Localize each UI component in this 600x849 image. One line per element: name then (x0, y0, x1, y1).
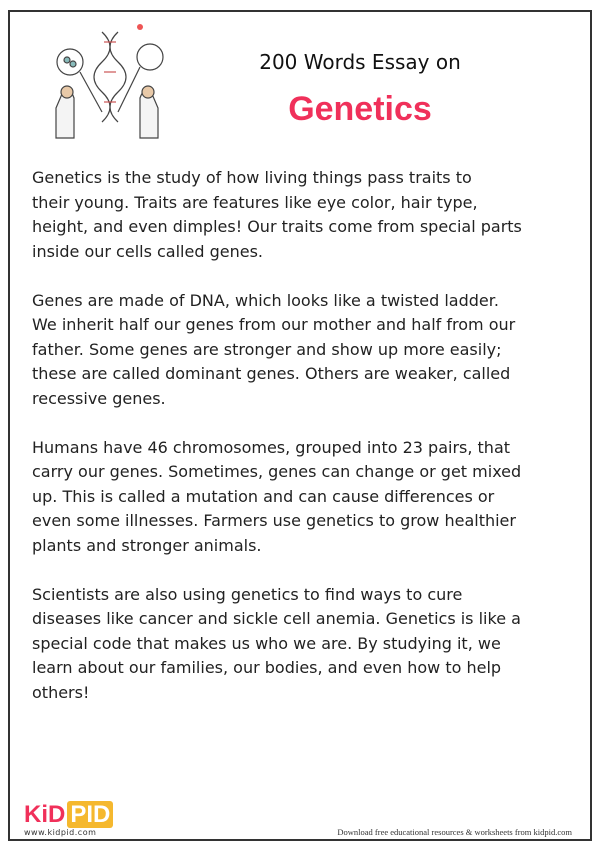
text-line: learn about our families, our bodies, and even how to help (32, 658, 502, 677)
paragraph-2 (32, 289, 592, 412)
essay-subtitle: 200 Words Essay on (259, 50, 461, 74)
logo-pid: PID (67, 801, 113, 828)
text-line: special code that makes us who we are. By studying it, we (32, 633, 501, 653)
text-line: Genes are made of DNA, which looks like a twisted ladder. (32, 290, 499, 310)
text-line: We inherit half our genes from our mother and half from our (32, 315, 516, 334)
text-line: father. Some genes are stronger and show up more easily; (32, 339, 502, 359)
logo-kid: KiD (24, 801, 66, 828)
scientists-dna-illustration (40, 22, 180, 157)
text-line: inside our cells called genes. (32, 241, 263, 261)
essay-body (32, 166, 592, 730)
essay-title: Genetics (288, 90, 432, 128)
text-line: recessive genes. (32, 388, 166, 408)
text-line: carry our genes. Sometimes, genes can change or get mixed (32, 462, 522, 481)
kidpid-logo (24, 803, 113, 827)
text-line: their young. Traits are features like eye color, hair type, (32, 192, 478, 212)
footer-note: Download free educational resources & worksheets from kidpid.com (337, 827, 572, 837)
text-line: Scientists are also using genetics to find ways to cure (32, 584, 463, 604)
text-line: plants and stronger animals. (32, 535, 262, 555)
text-line: others! (32, 682, 90, 702)
paragraph-4 (32, 583, 592, 706)
text-line: diseases like cancer and sickle cell anemia. Genetics is like a (32, 609, 521, 628)
site-url: www.kidpid.com (24, 828, 97, 837)
paragraph-1 (32, 166, 592, 264)
text-line: Humans have 46 chromosomes, grouped into 23 pairs, that (32, 437, 511, 457)
text-line: these are called dominant genes. Others are weaker, called (32, 364, 511, 383)
text-line: up. This is called a mutation and can cause differences or (32, 486, 495, 506)
text-line: even some illnesses. Farmers use genetics to grow healthier (32, 511, 516, 530)
paragraph-3 (32, 436, 592, 559)
text-line: height, and even dimples! Our traits come from special parts (32, 217, 522, 236)
text-line: Genetics is the study of how living things pass traits to (32, 168, 472, 187)
